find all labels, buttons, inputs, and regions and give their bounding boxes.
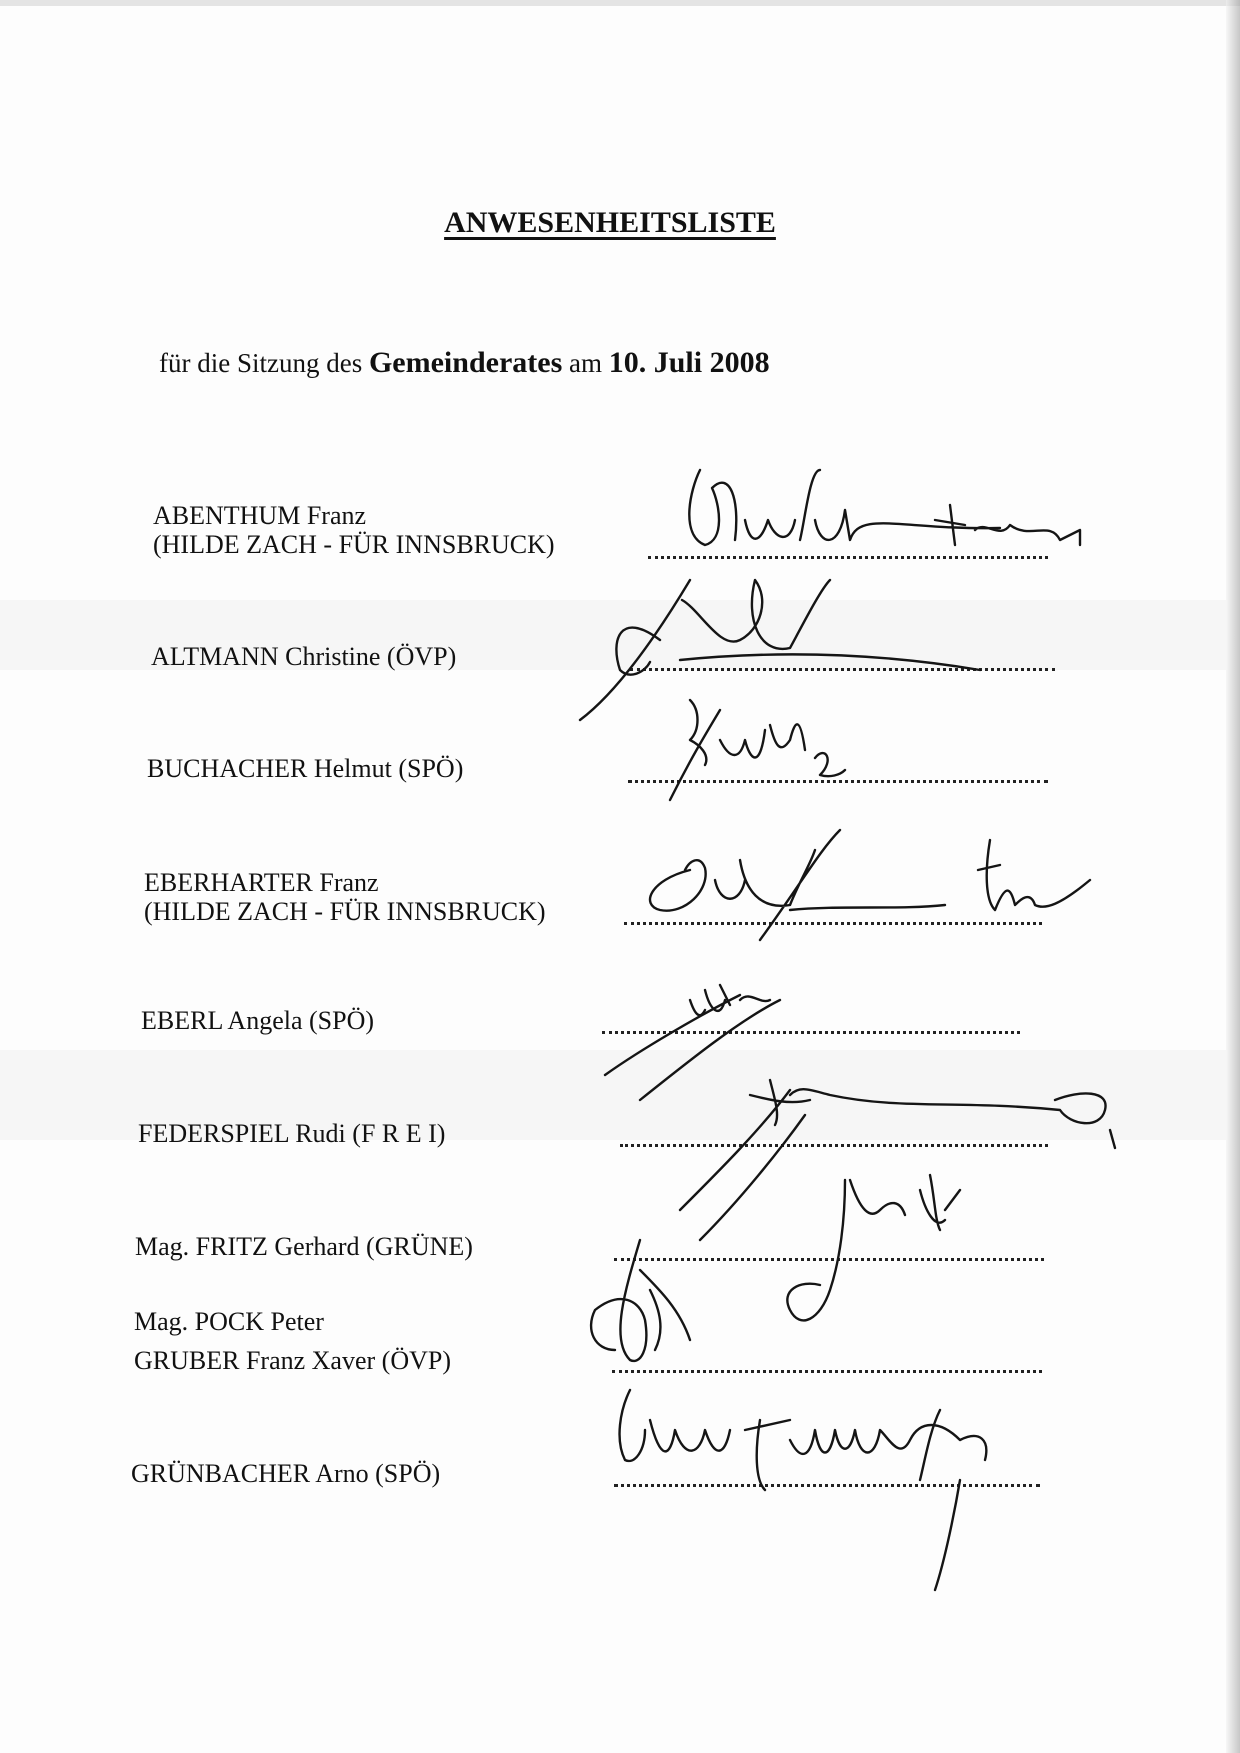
attendee-affiliation: (HILDE ZACH - FÜR INNSBRUCK) — [144, 897, 546, 926]
signature-line — [624, 918, 1042, 925]
signature-gruenbacher — [620, 1390, 987, 1590]
scan-edge-top — [0, 0, 1240, 6]
attendee-entry — [131, 1459, 440, 1488]
attendee-entry — [144, 868, 546, 926]
attendee-entry — [147, 754, 463, 783]
signature-line — [620, 1140, 1048, 1147]
subtitle-date: 10. Juli 2008 — [608, 346, 770, 379]
attendee-name: Mag. FRITZ Gerhard (GRÜNE) — [135, 1232, 473, 1261]
attendee-name: ABENTHUM Franz — [153, 501, 367, 530]
signature-line — [630, 664, 1055, 671]
signature-line — [602, 1027, 1020, 1034]
attendee-name-second: GRUBER Franz Xaver (ÖVP) — [134, 1346, 452, 1375]
attendee-name: FEDERSPIEL Rudi (F R E I) — [138, 1119, 446, 1148]
signature-line — [614, 1480, 1040, 1487]
signature-abenthum — [689, 470, 1080, 545]
attendee-name: GRÜNBACHER Arno (SPÖ) — [131, 1459, 441, 1488]
subtitle-body: Gemeinderates — [368, 346, 563, 379]
signature-line — [614, 1254, 1044, 1261]
attendee-name: Mag. POCK Peter — [134, 1307, 324, 1336]
attendee-entry — [134, 1307, 451, 1375]
subtitle-middle: am — [569, 348, 602, 378]
attendee-entry — [138, 1119, 445, 1148]
scan-edge-right — [1226, 0, 1240, 1753]
subtitle-prefix: für die Sitzung des — [159, 348, 363, 378]
signature-line — [628, 776, 1048, 783]
attendee-entry — [151, 642, 456, 671]
document-title: ANWESENHEITSLISTE — [444, 206, 776, 239]
attendee-name: BUCHACHER Helmut (SPÖ) — [147, 754, 464, 783]
attendee-name: EBERHARTER Franz — [144, 868, 379, 897]
signature-line — [648, 552, 1048, 559]
signature-buchacher — [670, 700, 845, 800]
attendee-name: ALTMANN Christine (ÖVP) — [151, 642, 457, 671]
attendee-name: EBERL Angela (SPÖ) — [141, 1006, 375, 1035]
attendee-affiliation: (HILDE ZACH - FÜR INNSBRUCK) — [153, 530, 555, 559]
attendee-entry — [135, 1232, 473, 1261]
signature-fritz — [787, 1175, 960, 1320]
signature-line — [612, 1366, 1042, 1373]
attendee-entry — [141, 1006, 374, 1035]
document-subtitle — [159, 346, 770, 380]
attendee-entry — [153, 501, 555, 559]
